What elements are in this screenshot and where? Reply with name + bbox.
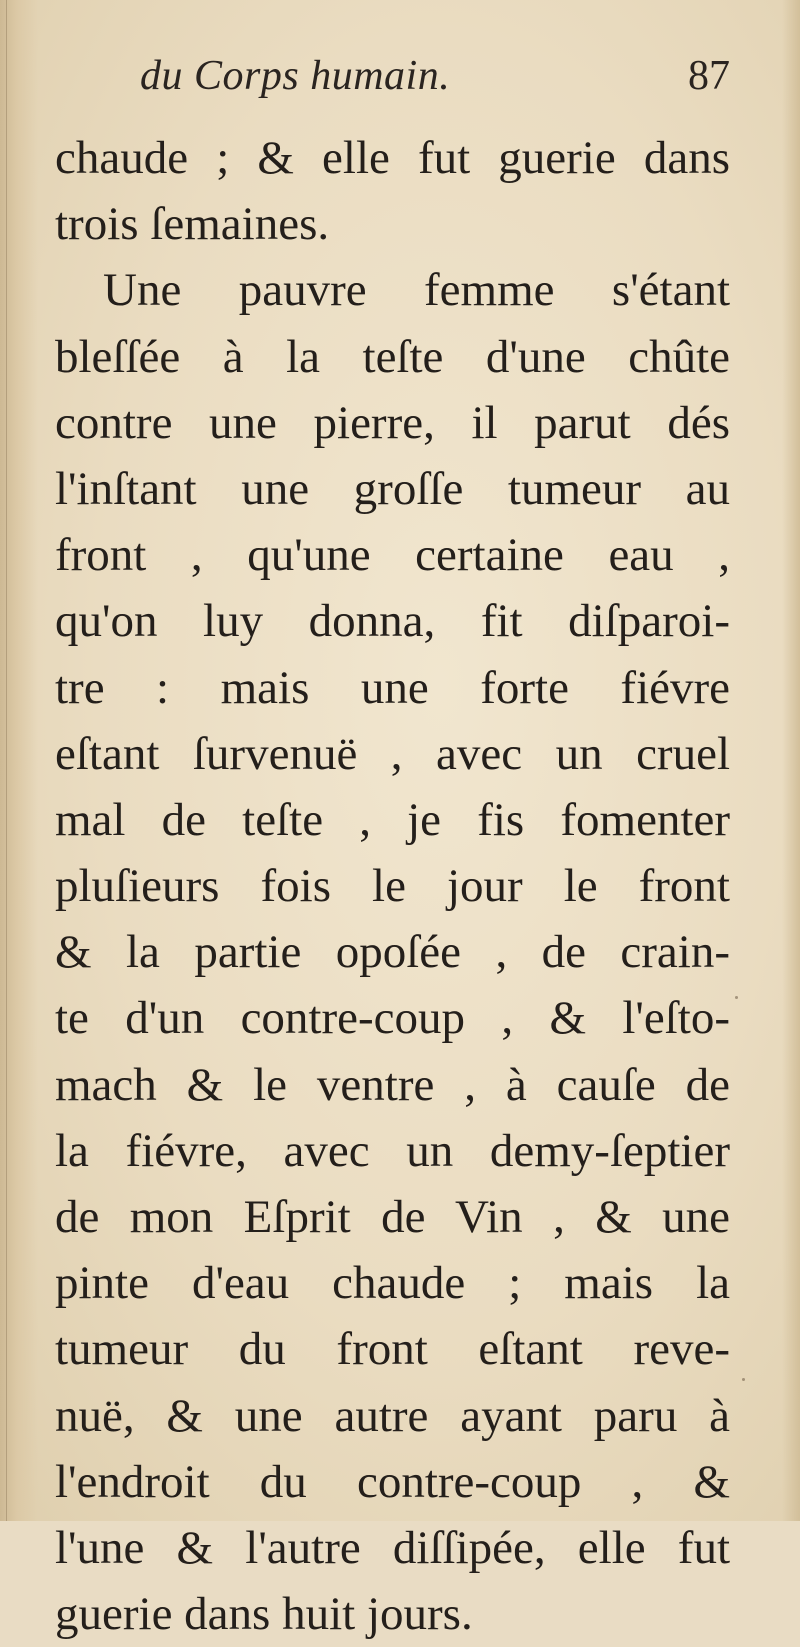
body-text (55, 125, 730, 1647)
text-line: qu'on luy donna, fit diſparoi- (55, 595, 730, 648)
text-line: front , qu'une certaine eau , (55, 529, 730, 582)
text-line: la fiévre, avec un demy-ſeptier (55, 1124, 730, 1177)
text-line: l'endroit du contre-coup , & (55, 1455, 730, 1508)
paper-speck (735, 996, 738, 999)
text-line: l'inſtant une groſſe tumeur au (55, 462, 730, 515)
text-line: pinte d'eau chaude ; mais la (55, 1257, 730, 1310)
paper-speck (742, 1378, 745, 1381)
text-line: Une pauvre femme s'étant (103, 264, 730, 317)
text-line: tumeur du front eſtant reve- (55, 1323, 730, 1376)
text-line: trois ſemaines. (55, 198, 330, 251)
text-line: guerie dans huit jours. (55, 1588, 473, 1641)
running-head: du Corps humain. (140, 53, 451, 99)
text-line: chaude ; & elle fut guerie dans (55, 132, 730, 184)
page-number: 87 (688, 53, 730, 99)
text-line: de mon Eſprit de Vin , & une (55, 1191, 730, 1243)
text-line: & la partie opoſée , de crain- (55, 926, 730, 979)
binding-fold-line (6, 0, 7, 1521)
paper-speck (62, 1410, 65, 1413)
text-line: bleſſée à la teſte d'une chûte (55, 330, 730, 383)
text-line: mach & le ventre , à cauſe de (55, 1058, 730, 1111)
page-header (140, 52, 740, 112)
text-line: nuë, & une autre ayant paru à (55, 1389, 730, 1442)
text-line: eſtant ſurvenuë , avec un cruel (55, 727, 730, 780)
text-line: pluſieurs fois le jour le front (55, 860, 730, 913)
text-line: mal de teſte , je fis fomenter (55, 793, 730, 846)
text-line: te d'un contre-coup , & l'eſto- (55, 992, 730, 1045)
page-edge-shadow (782, 0, 800, 1521)
text-line: l'une & l'autre diſſipée, elle fut (55, 1521, 730, 1574)
text-line: contre une pierre, il parut dés (55, 396, 730, 449)
text-line: tre : mais une forte fiévre (55, 661, 730, 714)
